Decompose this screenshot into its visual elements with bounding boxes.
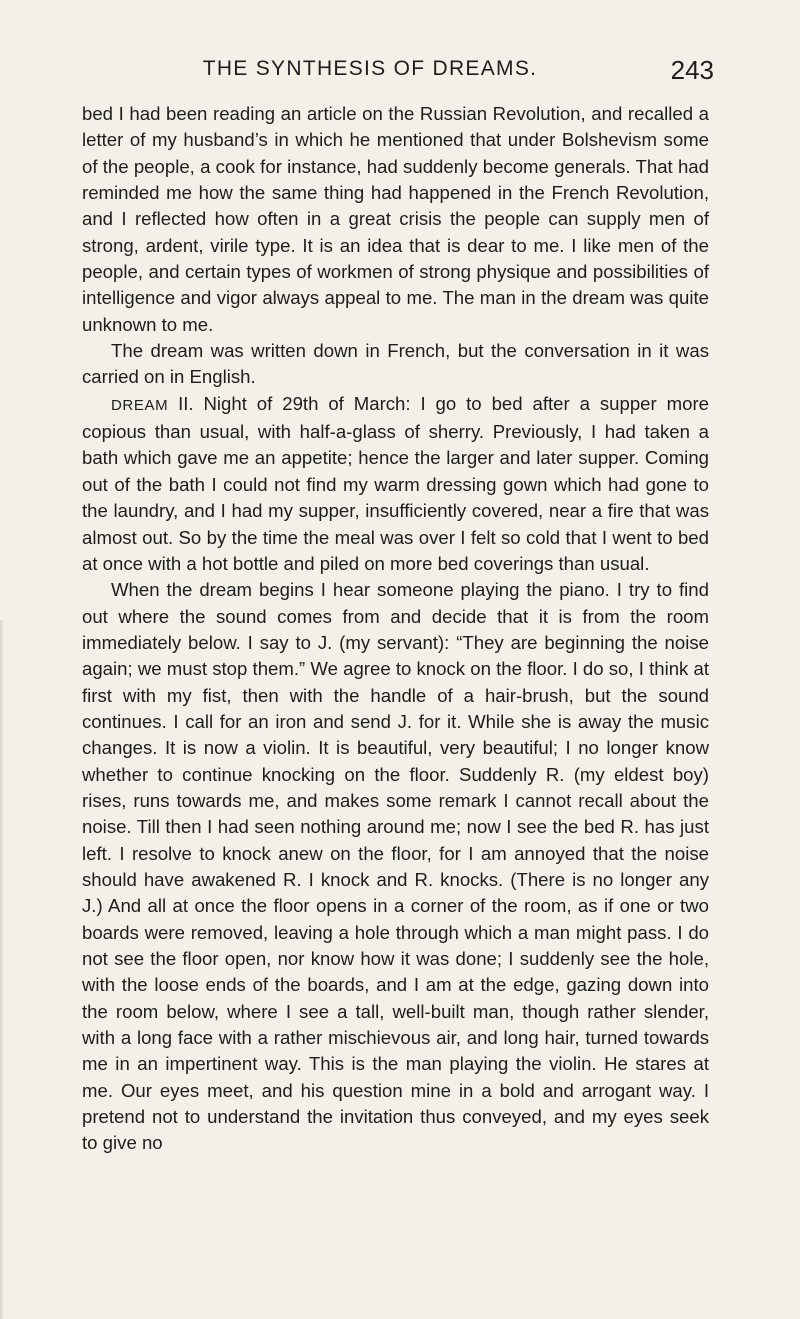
paragraph-dream-note: The dream was written down in French, but the conversation in it was carried on in English. [82, 340, 709, 388]
running-title: THE SYNTHESIS OF DREAMS. [202, 57, 538, 80]
gutter-shadow [0, 620, 4, 1319]
body-text [82, 101, 709, 1157]
page-number: 243 [670, 55, 714, 85]
paragraph-dream-two [82, 391, 709, 577]
dream-two-text: II. Night of 29th of March: I go to bed after a supper more copious than usual, with half-a-glass of sherry. Previously, I had taken a bath which gave me an appetite; hence the larger and later supper. Coming out of the bath I could not find my warm dressing gown which had gone to the laundry, and I had my supper, insufficiently covered, near a fire that was almost out. So by the time the meal was over I felt so cold that I went to bed at once with a hot bottle and piled on more bed coverings than usual. [82, 392, 709, 574]
dream-label: DREAM [111, 396, 169, 414]
running-head [0, 55, 800, 91]
paragraph-continuation: bed I had been reading an article on the Russian Revolution, and recalled a letter of my husband’s in which he mentioned that under Bolshevism some of the people, a cook for instance, had suddenly become generals. That had reminded me how the same thing had happened in the French Revolution, and I reflected how often in a great crisis the people can supply men of strong, ardent, virile type. It is an idea that is dear to me. I like men of the people, and certain types of workmen of strong physique and possibilities of intelligence and vigor always appeal to me. The man in the dream was quite unknown to me. [82, 103, 709, 335]
paragraph-dream-narrative: When the dream begins I hear someone playing the piano. I try to find out where the sound comes from and decide that it is from the room immediately below. I say to J. (my servant): “They are beginning the noise again; we must stop them.” We agree to knock on the floor. I do so, I think at first with my fist, then with the handle of a hair-brush, but the sound continues. I call for an iron and send J. for it. While she is away the music changes. It is now a violin. It is beautiful, very beautiful; I no longer know whether to continue knocking on the floor. Suddenly R. (my eldest boy) rises, runs towards me, and makes some remark I cannot recall about the noise. Till then I had seen nothing around me; now I see the bed R. has just left. I resolve to knock anew on the floor, for I am annoyed that the noise should have awakened R. I knock and R. knocks. (There is no longer any J.) And all at once the floor opens in a corner of the room, as if one or two boards were removed, leaving a hole through which a man might pass. I do not see the floor open, nor know how it was done; I suddenly see the hole, with the loose ends of the boards, and I am at the edge, gazing down into the room below, where I see a tall, well-built man, though rather slender, with a long face with a rather mischievous air, and long hair, turned towards me in an impertinent way. This is the man playing the violin. He stares at me. Our eyes meet, and his question mine in a bold and arrogant way. I pretend not to understand the invitation thus conveyed, and my eyes seek to give no [82, 579, 710, 1154]
